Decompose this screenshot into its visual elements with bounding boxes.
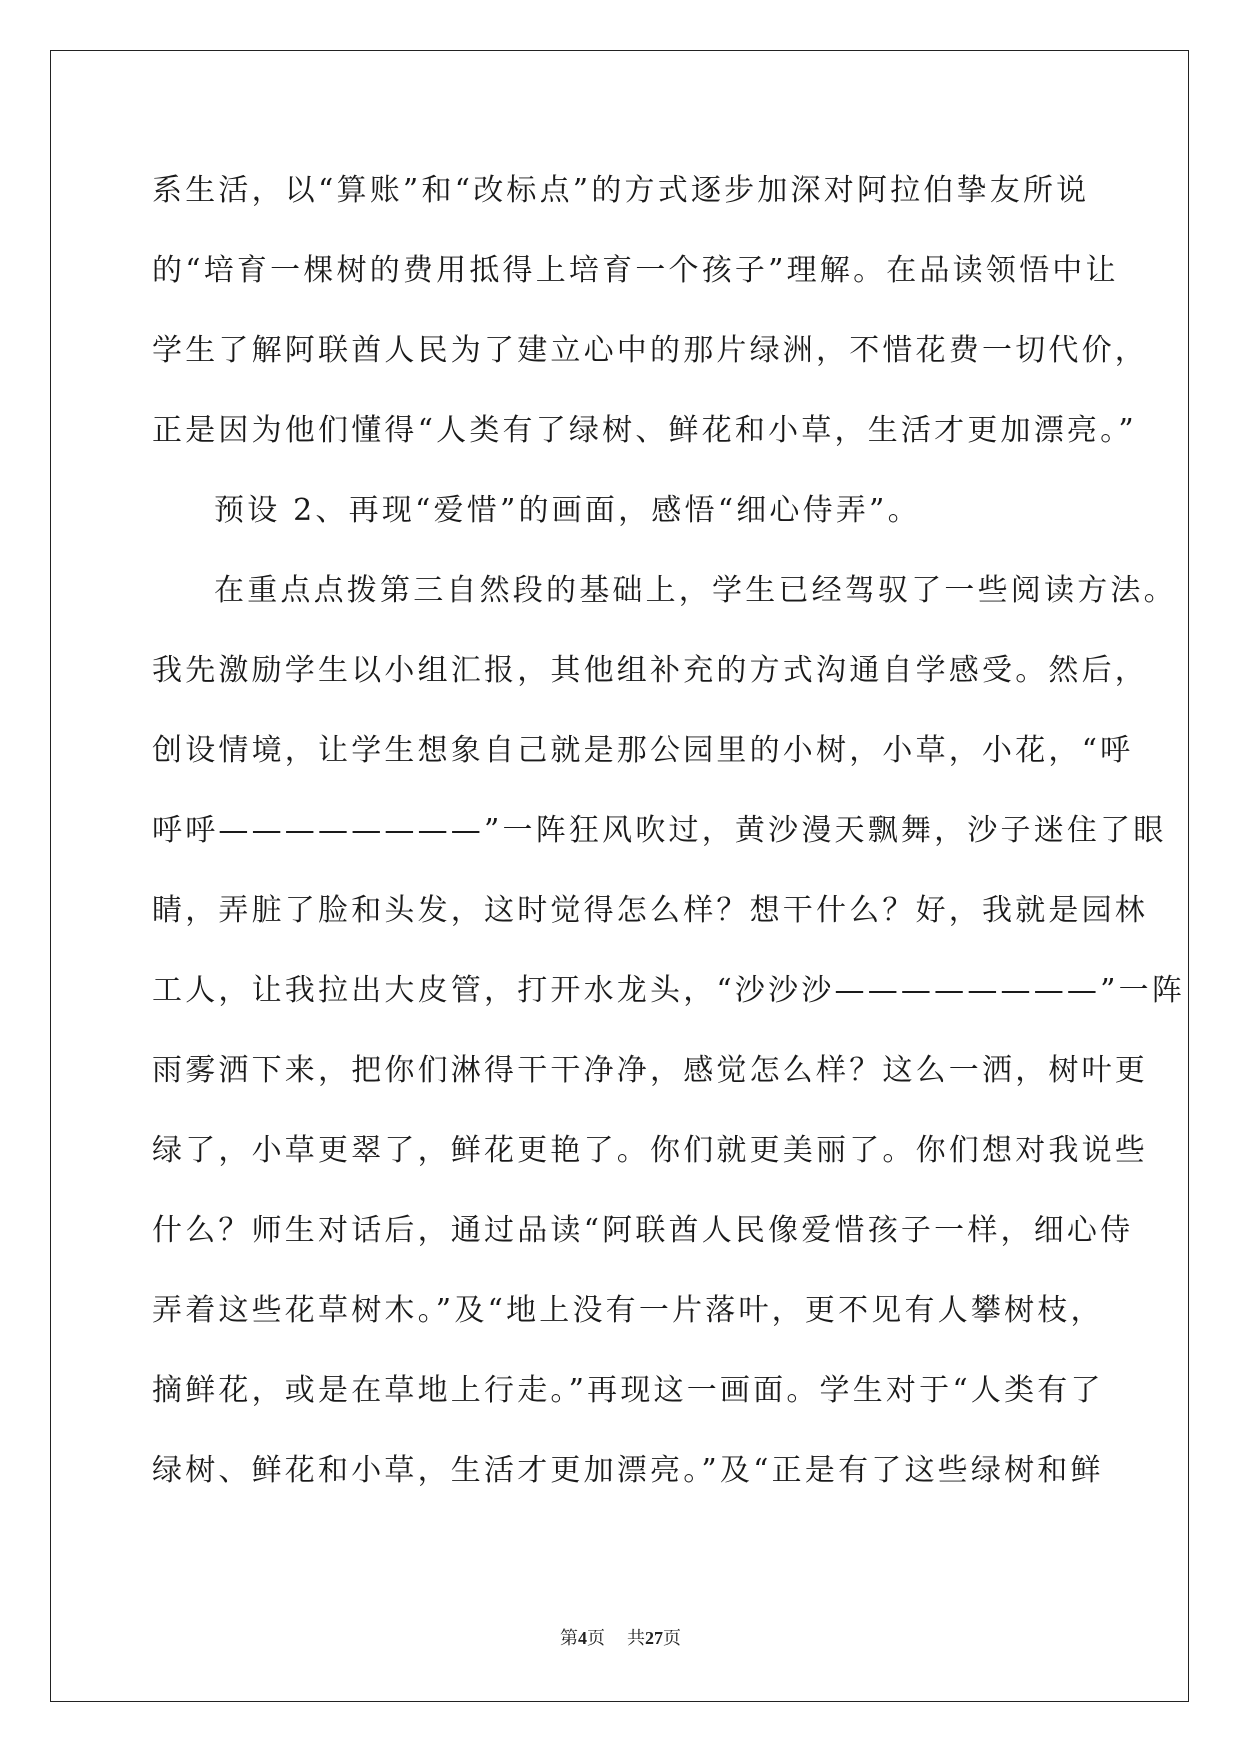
text-line: 学生了解阿联酋人民为了建立心中的那片绿洲，不惜花费一切代价， [152,333,1148,368]
text-line: 摘鲜花，或是在草地上行走。”再现这一画面。学生对于“人类有了 [152,1373,1104,1408]
paragraph-start: 在重点点拨第三自然段的基础上，学生已经驾驭了一些阅读方法。 [214,573,1177,608]
text-line: 正是因为他们懂得“人类有了绿树、鲜花和小草，生活才更加漂亮。” [152,413,1137,448]
total-prefix: 共 [627,1628,645,1648]
text-line: 系生活，以“算账”和“改标点”的方式逐步加深对阿拉伯挚友所说 [152,173,1090,208]
text-line: 弄着这些花草树木。”及“地上没有一片落叶，更不见有人攀树枝， [152,1293,1104,1328]
text-line: 绿树、鲜花和小草，生活才更加漂亮。”及“正是有了这些绿树和鲜 [152,1453,1104,1488]
text-line: 我先激励学生以小组汇报，其他组补充的方式沟通自学感受。然后， [152,653,1148,688]
text-line: 睛，弄脏了脸和头发，这时觉得怎么样？想干什么？好，我就是园林 [152,893,1148,928]
document-body [152,161,1186,1521]
text-line: 创设情境，让学生想象自己就是那公园里的小树，小草，小花，“呼 [152,733,1134,768]
page-suffix: 页 [587,1628,605,1648]
page-footer [0,1624,1241,1650]
text-line: 什么？师生对话后，通过品读“阿联酋人民像爱惜孩子一样，细心侍 [152,1213,1134,1248]
current-page-number: 4 [578,1628,587,1648]
text-line: 雨雾洒下来，把你们淋得干干净净，感觉怎么样？这么一洒，树叶更 [152,1053,1148,1088]
text-line: 工人，让我拉出大皮管，打开水龙头，“沙沙沙————————”一阵 [152,973,1186,1008]
total-suffix: 页 [663,1628,681,1648]
section-heading: 预设 2、再现“爱惜”的画面，感悟“细心侍弄”。 [214,493,921,528]
text-line: 绿了，小草更翠了，鲜花更艳了。你们就更美丽了。你们想对我说些 [152,1133,1148,1168]
text-line: 的“培育一棵树的费用抵得上培育一个孩子”理解。在品读领悟中让 [152,253,1119,288]
total-page-number: 27 [645,1628,663,1648]
page-prefix: 第 [560,1628,578,1648]
page-total [627,1628,681,1648]
text-line: 呼呼————————”一阵狂风吹过，黄沙漫天飘舞，沙子迷住了眼 [152,813,1167,848]
page-number [560,1628,605,1648]
